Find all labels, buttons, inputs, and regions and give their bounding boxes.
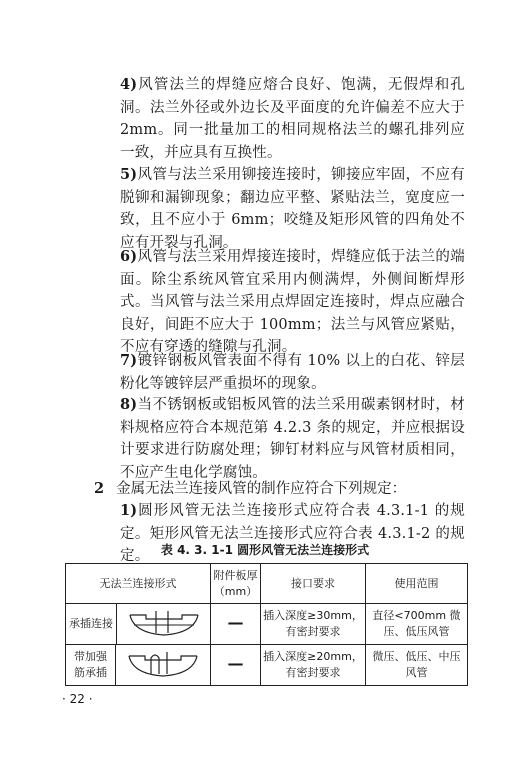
item-6-number: 6) [120,248,138,265]
table-row [66,604,468,645]
subitem-1-number: 1) [120,502,138,519]
interface-cell: 插入深度≥20mm，有密封要求 [261,645,366,686]
item-7 [120,350,465,395]
form-cell [66,604,211,645]
section-2-text: 金属无法兰连接风管的制作应符合下列规定： [116,481,407,497]
scope-cell: 微压、低压、中压风管 [366,645,468,686]
connection-form-table [65,563,468,686]
item-7-number: 7) [120,352,138,369]
socket-connection-drawing [117,609,210,639]
header-form: 无法兰连接形式 [66,564,211,604]
table-caption: 表 4. 3. 1-1 圆形风管无法兰连接形式 [160,543,370,557]
section-2-number: 2 [94,480,105,497]
item-5-text: 风管与法兰采用铆接连接时，铆接应牢固，不应有脱铆和漏铆现象；翻边应平整、紧贴法兰，宽度应一致，且不应小于 6mm；咬缝及矩形风管的四角处不应有开裂与孔洞。 [120,167,465,251]
subitem-1-text: 圆形风管无法兰连接形式应符合表 4.3.1-1 的规定。矩形风管无法兰连接形式应符合表 4.3.1-2 的规定。 [120,503,465,564]
ribbed-socket-drawing [116,650,210,680]
form-name: 带加强筋承插 [66,645,116,685]
form-name: 承插连接 [66,604,117,644]
item-8-number: 8) [120,396,138,413]
header-scope: 使用范围 [366,564,468,604]
header-thickness: 附件板厚（mm） [211,564,261,604]
section-2-heading [94,478,474,501]
table-header-row [66,564,468,604]
thickness-cell: — [211,604,261,645]
item-4-number: 4) [120,76,138,93]
item-8-text: 当不锈钢板或铝板风管的法兰采用碳素钢材时，材料规格应符合本规范第 4.2.3 条的规定，并应根据设计要求进行防腐处理；铆钉材料应与风管材质相同，不应产生电化学腐蚀。 [120,397,465,481]
item-4-text: 风管法兰的焊缝应熔合良好、饱满，无假焊和孔洞。法兰外径或外边长及平面度的允许偏差不应大于 2mm。同一批量加工的相同规格法兰的螺孔排列应一致，并应具有互换性。 [120,77,465,161]
table-row [66,645,468,686]
scope-cell: 直径<700mm 微压、低压风管 [366,604,468,645]
form-cell [66,645,211,686]
header-interface: 接口要求 [261,564,366,604]
item-6-text: 风管与法兰采用焊接连接时，焊缝应低于法兰的端面。除尘系统风管宜采用内侧满焊，外侧间断焊形式。当风管与法兰采用点焊固定连接时，焊点应融合良好，间距不应大于 100mm；法兰与风管应紧贴，不应有穿透的缝隙与孔洞。 [120,249,465,355]
item-5-number: 5) [120,166,138,183]
interface-cell: 插入深度≥30mm，有密封要求 [261,604,366,645]
item-5 [120,164,465,254]
item-4 [120,74,465,164]
item-6 [120,246,465,359]
thickness-cell: — [211,645,261,686]
page-number: · 22 · [62,692,93,706]
item-7-text: 镀锌钢板风管表面不得有 10% 以上的白花、锌层粉化等镀锌层严重损坏的现象。 [120,353,465,392]
item-8 [120,394,465,484]
